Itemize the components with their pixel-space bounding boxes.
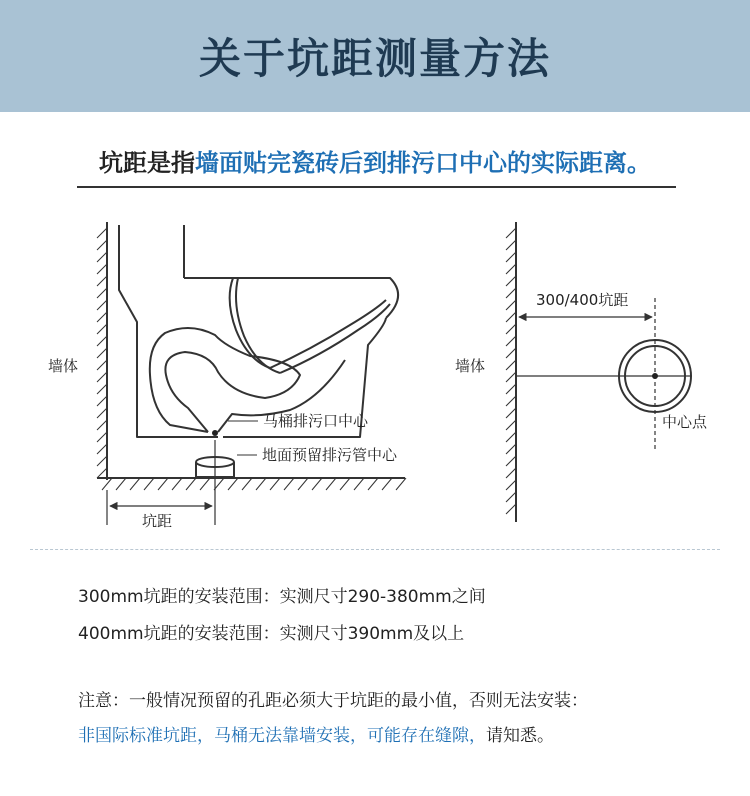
definition-underline xyxy=(77,186,676,188)
spec-300mm: 300mm坑距的安装范围：实测尺寸290-380mm之间 xyxy=(78,587,486,607)
note-line-2 xyxy=(78,721,554,746)
left-distance-label: 坑距 xyxy=(142,512,173,530)
center-point-dot xyxy=(652,373,658,379)
note-warning: 非国际标准坑距，马桶无法靠墙安装，可能存在缝隙， xyxy=(78,726,486,746)
title-banner xyxy=(0,0,750,112)
page-title: 关于坑距测量方法 xyxy=(198,34,551,83)
center-point-label: 中心点 xyxy=(662,413,708,431)
definition-prefix: 坑距是指 xyxy=(99,149,195,177)
note-ending: 请知悉。 xyxy=(486,726,554,746)
floor xyxy=(97,478,406,490)
spec-400mm: 400mm坑距的安装范围：实测尺寸390mm及以上 xyxy=(78,624,465,644)
left-wall xyxy=(97,222,107,480)
floor-pipe-label: 地面预留排污管中心 xyxy=(262,446,398,464)
right-distance-label: 300/400坑距 xyxy=(536,291,629,309)
measurement-diagram xyxy=(0,200,750,540)
definition-highlight: 墙面贴完瓷砖后到排污口中心的实际距离。 xyxy=(195,149,651,177)
left-wall-label: 墙体 xyxy=(48,357,79,375)
outlet-label: 马桶排污口中心 xyxy=(263,412,369,430)
right-wall-label: 墙体 xyxy=(455,357,486,375)
section-divider xyxy=(30,549,720,550)
definition-text xyxy=(0,143,750,178)
toilet-profile xyxy=(119,225,398,437)
note-line-1: 注意：一般情况预留的孔距必须大于坑距的最小值，否则无法安装： xyxy=(78,691,588,711)
right-wall xyxy=(506,222,516,522)
outlet-center-dot xyxy=(212,430,218,436)
